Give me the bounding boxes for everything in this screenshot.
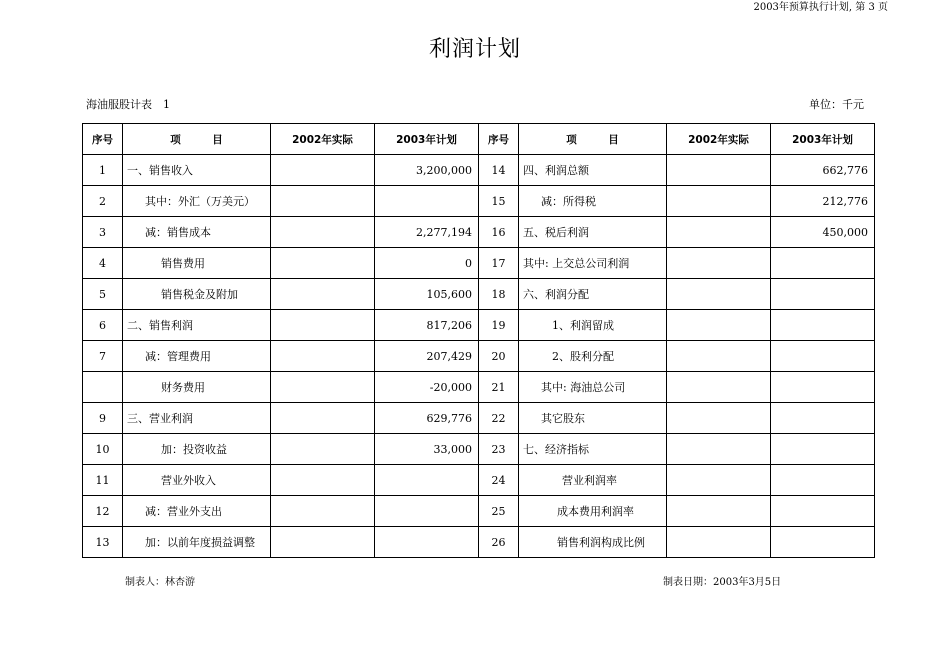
row-number: 19 bbox=[479, 310, 519, 341]
col-header-2003-plan: 2003年计划 bbox=[771, 124, 875, 155]
row-item: 其它股东 bbox=[519, 403, 667, 434]
row-2002-actual bbox=[667, 279, 771, 310]
row-2002-actual bbox=[271, 248, 375, 279]
company-label: 海油服股计表 1 bbox=[86, 98, 170, 111]
row-number: 23 bbox=[479, 434, 519, 465]
table-row bbox=[83, 465, 875, 496]
row-2003-plan bbox=[771, 403, 875, 434]
row-number: 13 bbox=[83, 527, 123, 558]
row-item: 销售利润构成比例 bbox=[519, 527, 667, 558]
col-header-no: 序号 bbox=[83, 124, 123, 155]
row-item: 成本费用利润率 bbox=[519, 496, 667, 527]
row-2002-actual bbox=[271, 186, 375, 217]
row-number: 15 bbox=[479, 186, 519, 217]
row-2003-plan bbox=[375, 527, 479, 558]
row-2003-plan: 817,206 bbox=[375, 310, 479, 341]
row-number: 16 bbox=[479, 217, 519, 248]
row-2002-actual bbox=[271, 310, 375, 341]
row-item: 1、利润留成 bbox=[519, 310, 667, 341]
page-header: 2003年预算执行计划, 第 3 页 bbox=[753, 2, 888, 13]
table-row bbox=[83, 155, 875, 186]
row-item: 其中: 上交总公司利润 bbox=[519, 248, 667, 279]
row-2002-actual bbox=[667, 403, 771, 434]
row-item: 一、销售收入 bbox=[123, 155, 271, 186]
row-2002-actual bbox=[667, 217, 771, 248]
row-2002-actual bbox=[271, 403, 375, 434]
prepared-date-label: 制表日期：2003年3月5日 bbox=[663, 577, 782, 588]
row-number: 20 bbox=[479, 341, 519, 372]
row-2003-plan bbox=[771, 527, 875, 558]
row-2003-plan bbox=[375, 465, 479, 496]
table-row bbox=[83, 310, 875, 341]
row-number: 25 bbox=[479, 496, 519, 527]
row-number: 6 bbox=[83, 310, 123, 341]
table-row bbox=[83, 248, 875, 279]
row-number: 7 bbox=[83, 341, 123, 372]
row-2003-plan bbox=[771, 279, 875, 310]
row-2002-actual bbox=[667, 527, 771, 558]
col-header-2003-plan: 2003年计划 bbox=[375, 124, 479, 155]
row-2003-plan: 0 bbox=[375, 248, 479, 279]
row-2002-actual bbox=[667, 155, 771, 186]
row-2003-plan bbox=[771, 434, 875, 465]
row-number: 11 bbox=[83, 465, 123, 496]
row-number: 1 bbox=[83, 155, 123, 186]
row-number bbox=[83, 372, 123, 403]
table-row bbox=[83, 434, 875, 465]
row-2003-plan bbox=[771, 248, 875, 279]
row-2003-plan bbox=[771, 310, 875, 341]
row-number: 26 bbox=[479, 527, 519, 558]
row-2002-actual bbox=[667, 341, 771, 372]
row-number: 24 bbox=[479, 465, 519, 496]
row-item: 减：所得税 bbox=[519, 186, 667, 217]
table-row bbox=[83, 341, 875, 372]
row-number: 2 bbox=[83, 186, 123, 217]
row-2003-plan bbox=[375, 186, 479, 217]
row-2002-actual bbox=[271, 341, 375, 372]
row-2002-actual bbox=[271, 155, 375, 186]
row-2002-actual bbox=[667, 372, 771, 403]
col-header-item: 项 目 bbox=[519, 124, 667, 155]
row-number: 21 bbox=[479, 372, 519, 403]
row-number: 9 bbox=[83, 403, 123, 434]
row-item: 三、营业利润 bbox=[123, 403, 271, 434]
table-row bbox=[83, 372, 875, 403]
row-item: 二、销售利润 bbox=[123, 310, 271, 341]
row-2003-plan: 212,776 bbox=[771, 186, 875, 217]
profit-plan-table bbox=[82, 123, 875, 558]
row-item: 六、利润分配 bbox=[519, 279, 667, 310]
row-number: 3 bbox=[83, 217, 123, 248]
preparer-label: 制表人：林杏游 bbox=[125, 577, 195, 588]
col-header-item: 项 目 bbox=[123, 124, 271, 155]
row-2002-actual bbox=[271, 527, 375, 558]
row-number: 12 bbox=[83, 496, 123, 527]
row-item: 七、经济指标 bbox=[519, 434, 667, 465]
row-2003-plan bbox=[375, 496, 479, 527]
row-2003-plan: 3,200,000 bbox=[375, 155, 479, 186]
row-item: 销售税金及附加 bbox=[123, 279, 271, 310]
row-item: 减：营业外支出 bbox=[123, 496, 271, 527]
table-header-row bbox=[83, 124, 875, 155]
row-number: 22 bbox=[479, 403, 519, 434]
row-number: 4 bbox=[83, 248, 123, 279]
row-2003-plan bbox=[771, 341, 875, 372]
row-2003-plan: 629,776 bbox=[375, 403, 479, 434]
row-2003-plan: 662,776 bbox=[771, 155, 875, 186]
row-2003-plan: 207,429 bbox=[375, 341, 479, 372]
row-2003-plan: 105,600 bbox=[375, 279, 479, 310]
row-item: 财务费用 bbox=[123, 372, 271, 403]
row-item: 减：管理费用 bbox=[123, 341, 271, 372]
row-number: 5 bbox=[83, 279, 123, 310]
row-2002-actual bbox=[667, 186, 771, 217]
col-header-2002-actual: 2002年实际 bbox=[271, 124, 375, 155]
row-2002-actual bbox=[271, 217, 375, 248]
row-2003-plan: -20,000 bbox=[375, 372, 479, 403]
row-2002-actual bbox=[271, 496, 375, 527]
unit-label: 单位：千元 bbox=[809, 98, 864, 111]
row-2002-actual bbox=[271, 279, 375, 310]
row-2002-actual bbox=[667, 310, 771, 341]
row-item: 减：销售成本 bbox=[123, 217, 271, 248]
row-number: 18 bbox=[479, 279, 519, 310]
table-row bbox=[83, 279, 875, 310]
row-item: 其中：外汇（万美元） bbox=[123, 186, 271, 217]
table-row bbox=[83, 217, 875, 248]
row-item: 四、利润总额 bbox=[519, 155, 667, 186]
row-number: 17 bbox=[479, 248, 519, 279]
row-2003-plan bbox=[771, 465, 875, 496]
page-title: 利润计划 bbox=[428, 37, 521, 62]
row-item: 2、股利分配 bbox=[519, 341, 667, 372]
table-row bbox=[83, 403, 875, 434]
row-item: 五、税后利润 bbox=[519, 217, 667, 248]
row-2002-actual bbox=[667, 496, 771, 527]
row-2003-plan: 2,277,194 bbox=[375, 217, 479, 248]
row-2002-actual bbox=[271, 434, 375, 465]
row-number: 14 bbox=[479, 155, 519, 186]
row-2002-actual bbox=[271, 465, 375, 496]
table-row bbox=[83, 496, 875, 527]
row-2003-plan bbox=[771, 372, 875, 403]
row-item: 加：以前年度损益调整 bbox=[123, 527, 271, 558]
col-header-no: 序号 bbox=[479, 124, 519, 155]
row-2003-plan: 33,000 bbox=[375, 434, 479, 465]
row-item: 营业外收入 bbox=[123, 465, 271, 496]
table-row bbox=[83, 527, 875, 558]
row-2002-actual bbox=[667, 465, 771, 496]
row-item: 销售费用 bbox=[123, 248, 271, 279]
row-2002-actual bbox=[667, 248, 771, 279]
row-2003-plan bbox=[771, 496, 875, 527]
row-item: 其中: 海油总公司 bbox=[519, 372, 667, 403]
row-item: 加：投资收益 bbox=[123, 434, 271, 465]
table-row bbox=[83, 186, 875, 217]
row-2003-plan: 450,000 bbox=[771, 217, 875, 248]
row-2002-actual bbox=[667, 434, 771, 465]
col-header-2002-actual: 2002年实际 bbox=[667, 124, 771, 155]
row-item: 营业利润率 bbox=[519, 465, 667, 496]
row-number: 10 bbox=[83, 434, 123, 465]
row-2002-actual bbox=[271, 372, 375, 403]
